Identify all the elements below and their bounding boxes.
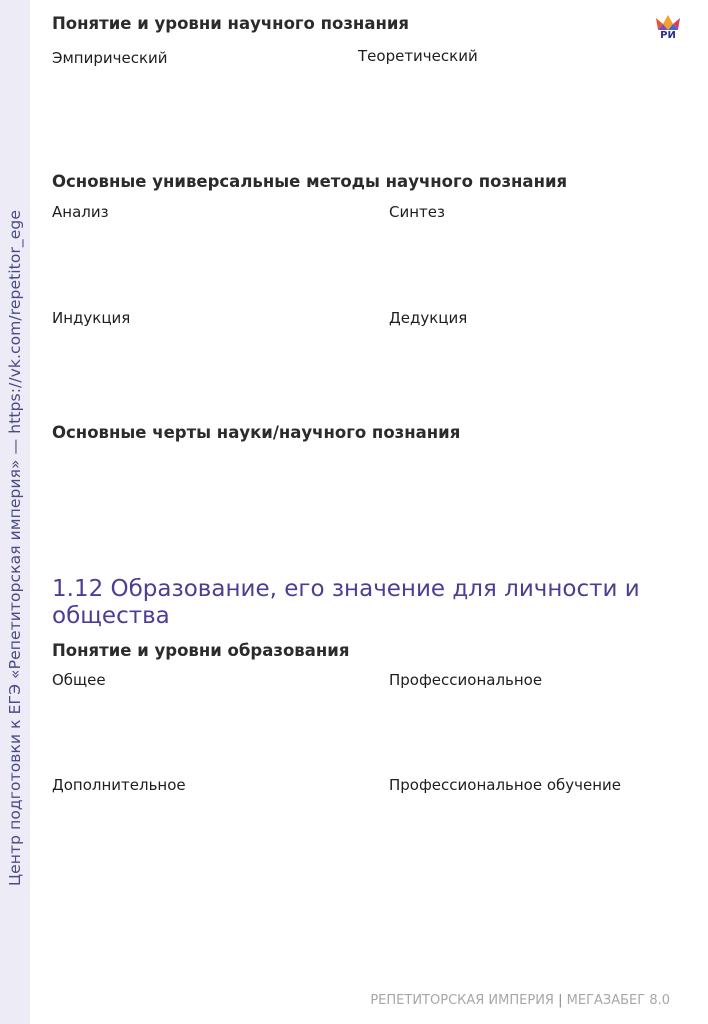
footer-separator: | [558, 993, 563, 1008]
section4-item-professional: Профессиональное [389, 671, 543, 689]
section1-item-theoretical: Теоретический [358, 47, 478, 65]
section2-item-synthesis: Синтез [389, 203, 445, 221]
section1-item-empirical: Эмпирический [52, 49, 168, 67]
sidebar-caption: Центр подготовки к ЕГЭ «Репетиторская империя» — https://vk.com/repetitor_ege [6, 210, 24, 886]
section2-item-induction: Индукция [52, 309, 131, 327]
section2-title: Основные универсальные методы научного познания [52, 172, 568, 191]
section4-item-professional-training: Профессиональное обучение [389, 776, 622, 794]
chapter-title: 1.12 Образование, его значение для личности и общества [52, 576, 640, 629]
section4-item-general: Общее [52, 671, 106, 689]
section3-title: Основные черты науки/научного познания [52, 423, 461, 442]
section4-item-additional: Дополнительное [52, 776, 186, 794]
footer [370, 993, 670, 1008]
footer-left: РЕПЕТИТОРСКАЯ ИМПЕРИЯ [370, 993, 554, 1008]
section2-item-analysis: Анализ [52, 203, 109, 221]
sidebar-strip [0, 0, 30, 1024]
section1-title: Понятие и уровни научного познания [52, 14, 410, 33]
section2-item-deduction: Дедукция [389, 309, 468, 327]
logo [654, 14, 682, 46]
section4-title: Понятие и уровни образования [52, 641, 350, 660]
logo-text: РИ [660, 30, 676, 41]
footer-right: МЕГАЗАБЕГ 8.0 [566, 993, 670, 1008]
